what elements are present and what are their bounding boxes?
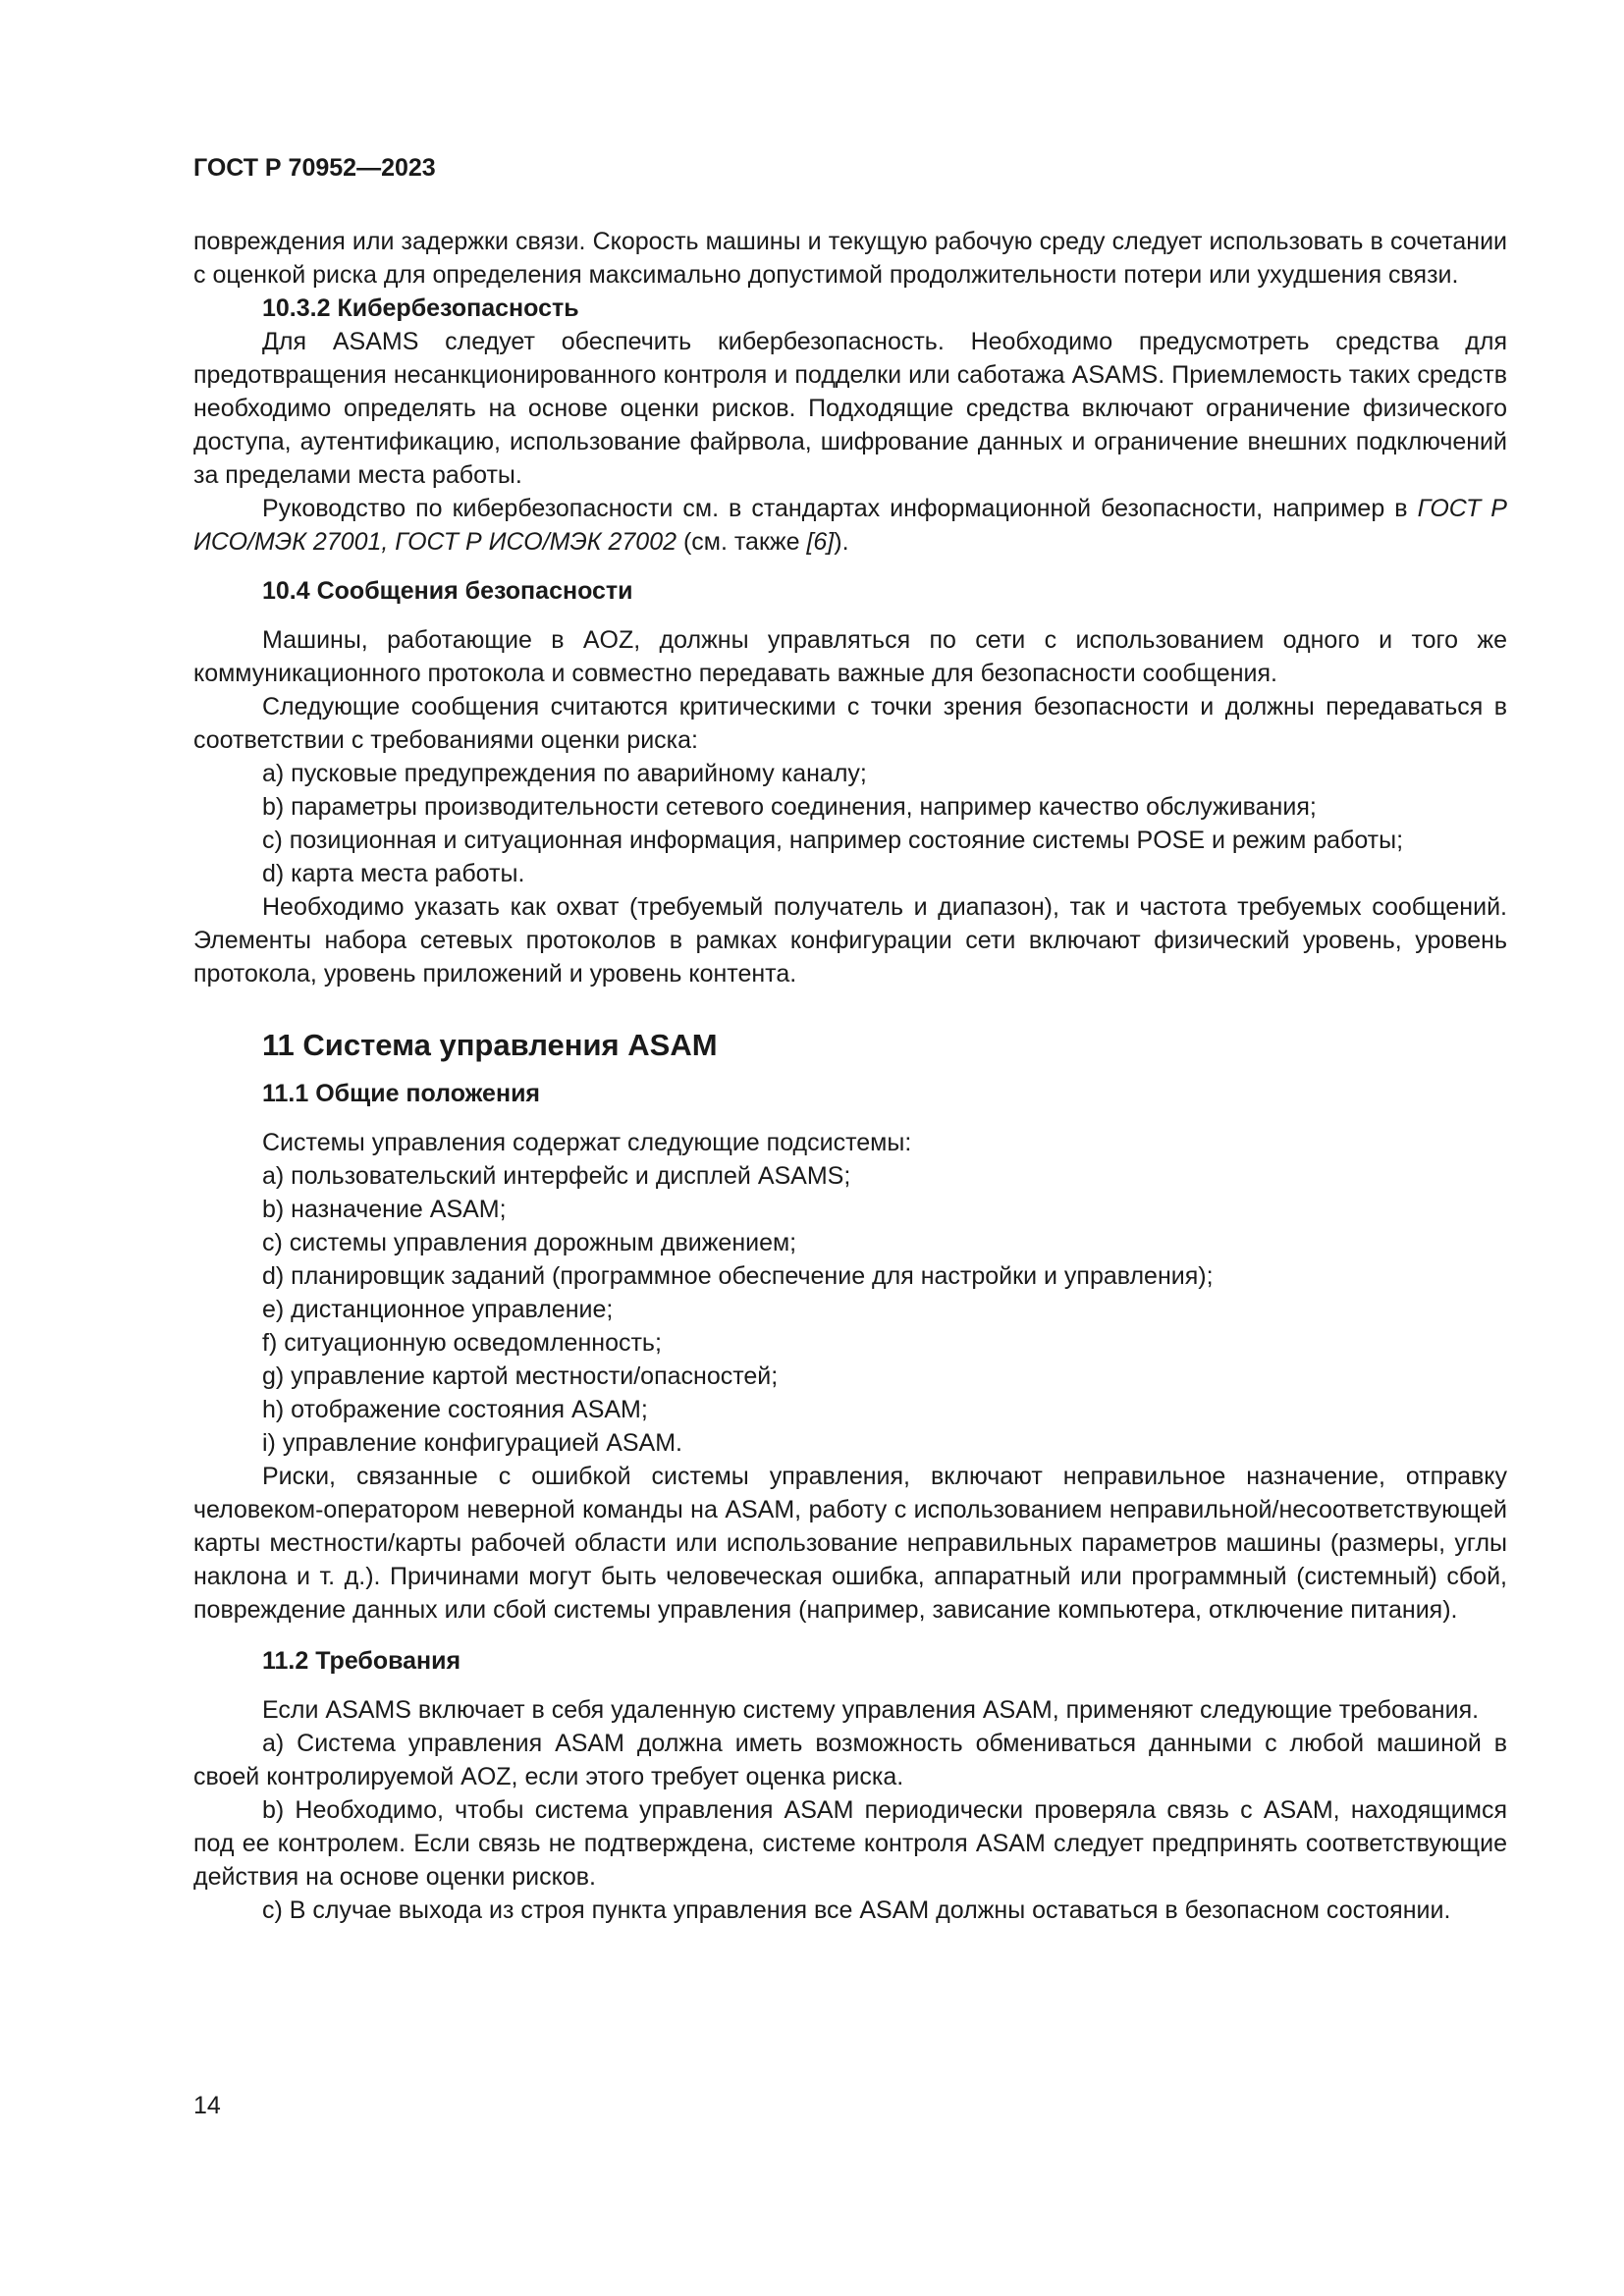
section-11-1-risks-paragraph: Риски, связанные с ошибкой системы управления, включают неправильное назначение, отправку человеком-оператором неверной команды на ASAM, работу с использованием неправильной/несоответствующей карты местности/карты рабочей области или использование неправильных параметров машины (размеры, углы наклона и т. д.). Причинами могут быть человеческая ошибка, аппаратный или программный (системный) сбой, повреждение данных или сбой системы управления (например, зависание компьютера, отключение питания). [193,1463,1507,1624]
standards-reference: ГОСТ Р ИСО/МЭК 27001, ГОСТ Р ИСО/МЭК 27002 [193,495,1507,556]
list-item: g) управление картой местности/опасностей; [262,1362,779,1390]
list-item: a) пусковые предупреждения по аварийному каналу; [262,760,867,787]
bibliography-citation: [6] [806,528,835,556]
text-span: Руководство по кибербезопасности см. в стандартах информационной безопасности, например в [262,495,1418,522]
continuation-paragraph: повреждения или задержки связи. Скорость машины и текущую рабочую среду следует использовать в сочетании с оценкой риска для определения максимально допустимой продолжительности потери или ухудшения связи. [193,228,1507,289]
list-item: b) назначение ASAM; [262,1196,507,1223]
page-content [193,225,1507,1927]
list-item: h) отображение состояния ASAM; [262,1396,648,1423]
section-11-2-heading: 11.2 Требования [262,1647,461,1675]
section-10-4-paragraph-1: Машины, работающие в AOZ, должны управляться по сети с использованием одного и того же коммуникационного протокола и совместно передавать важные для безопасности сообщения. [193,626,1507,687]
section-10-3-2-paragraph-1: Для ASAMS следует обеспечить кибербезопасность. Необходимо предусмотреть средства для предотвращения несанкционированного контроля и подделки или саботажа ASAMS. Приемлемость таких средств необходимо определять на основе оценки рисков. Подходящие средства включают ограничение физического доступа, аутентификацию, использование файрвола, шифрование данных и ограничение внешних подключений за пределами места работы. [193,328,1507,489]
section-10-3-2-paragraph-2 [193,492,1507,559]
list-item: d) карта места работы. [262,860,525,887]
list-item: e) дистанционное управление; [262,1296,614,1323]
list-item: b) параметры производительности сетевого соединения, например качество обслуживания; [262,793,1317,821]
section-11-heading: 11 Система управления ASAM [262,1028,718,1062]
section-11-1-intro: Системы управления содержат следующие подсистемы: [262,1129,912,1156]
text-span: ). [834,528,849,556]
section-10-4-paragraph-2: Следующие сообщения считаются критическими с точки зрения безопасности и должны передаваться в соответствии с требованиями оценки риска: [193,693,1507,754]
section-10-4-heading: 10.4 Сообщения безопасности [262,577,633,605]
list-item: f) ситуационную осведомленность; [262,1329,662,1357]
document-header: ГОСТ Р 70952—2023 [193,154,436,182]
list-item: i) управление конфигурацией ASAM. [262,1429,682,1457]
section-10-3-2-heading: 10.3.2 Кибербезопасность [262,294,579,322]
requirement-item: b) Необходимо, чтобы система управления ASAM периодически проверяла связь с ASAM, находящимся под ее контролем. Если связь не подтверждена, системе контроля ASAM следует предпринять соответствующие действия на основе оценки рисков. [193,1796,1507,1891]
list-item: c) системы управления дорожным движением; [262,1229,797,1256]
section-11-2-intro: Если ASAMS включает в себя удаленную систему управления ASAM, применяют следующие требования. [262,1696,1480,1724]
requirement-item: a) Система управления ASAM должна иметь возможность обмениваться данными с любой машиной в своей контролируемой AOZ, если этого требует оценка риска. [193,1730,1507,1790]
page-number: 14 [193,2092,221,2119]
text-span: (см. также [677,528,807,556]
requirement-item: c) В случае выхода из строя пункта управления все ASAM должны оставаться в безопасном состоянии. [262,1896,1451,1924]
section-10-4-paragraph-3: Необходимо указать как охват (требуемый получатель и диапазон), так и частота требуемых сообщений. Элементы набора сетевых протоколов в рамках конфигурации сети включают физический уровень, уровень протокола, уровень приложений и уровень контента. [193,893,1507,988]
list-item: a) пользовательский интерфейс и дисплей ASAMS; [262,1162,851,1190]
list-item: c) позиционная и ситуационная информация, например состояние системы POSE и режим работы; [262,827,1404,854]
list-item: d) планировщик заданий (программное обеспечение для настройки и управления); [262,1262,1214,1290]
section-11-1-heading: 11.1 Общие положения [262,1080,541,1107]
